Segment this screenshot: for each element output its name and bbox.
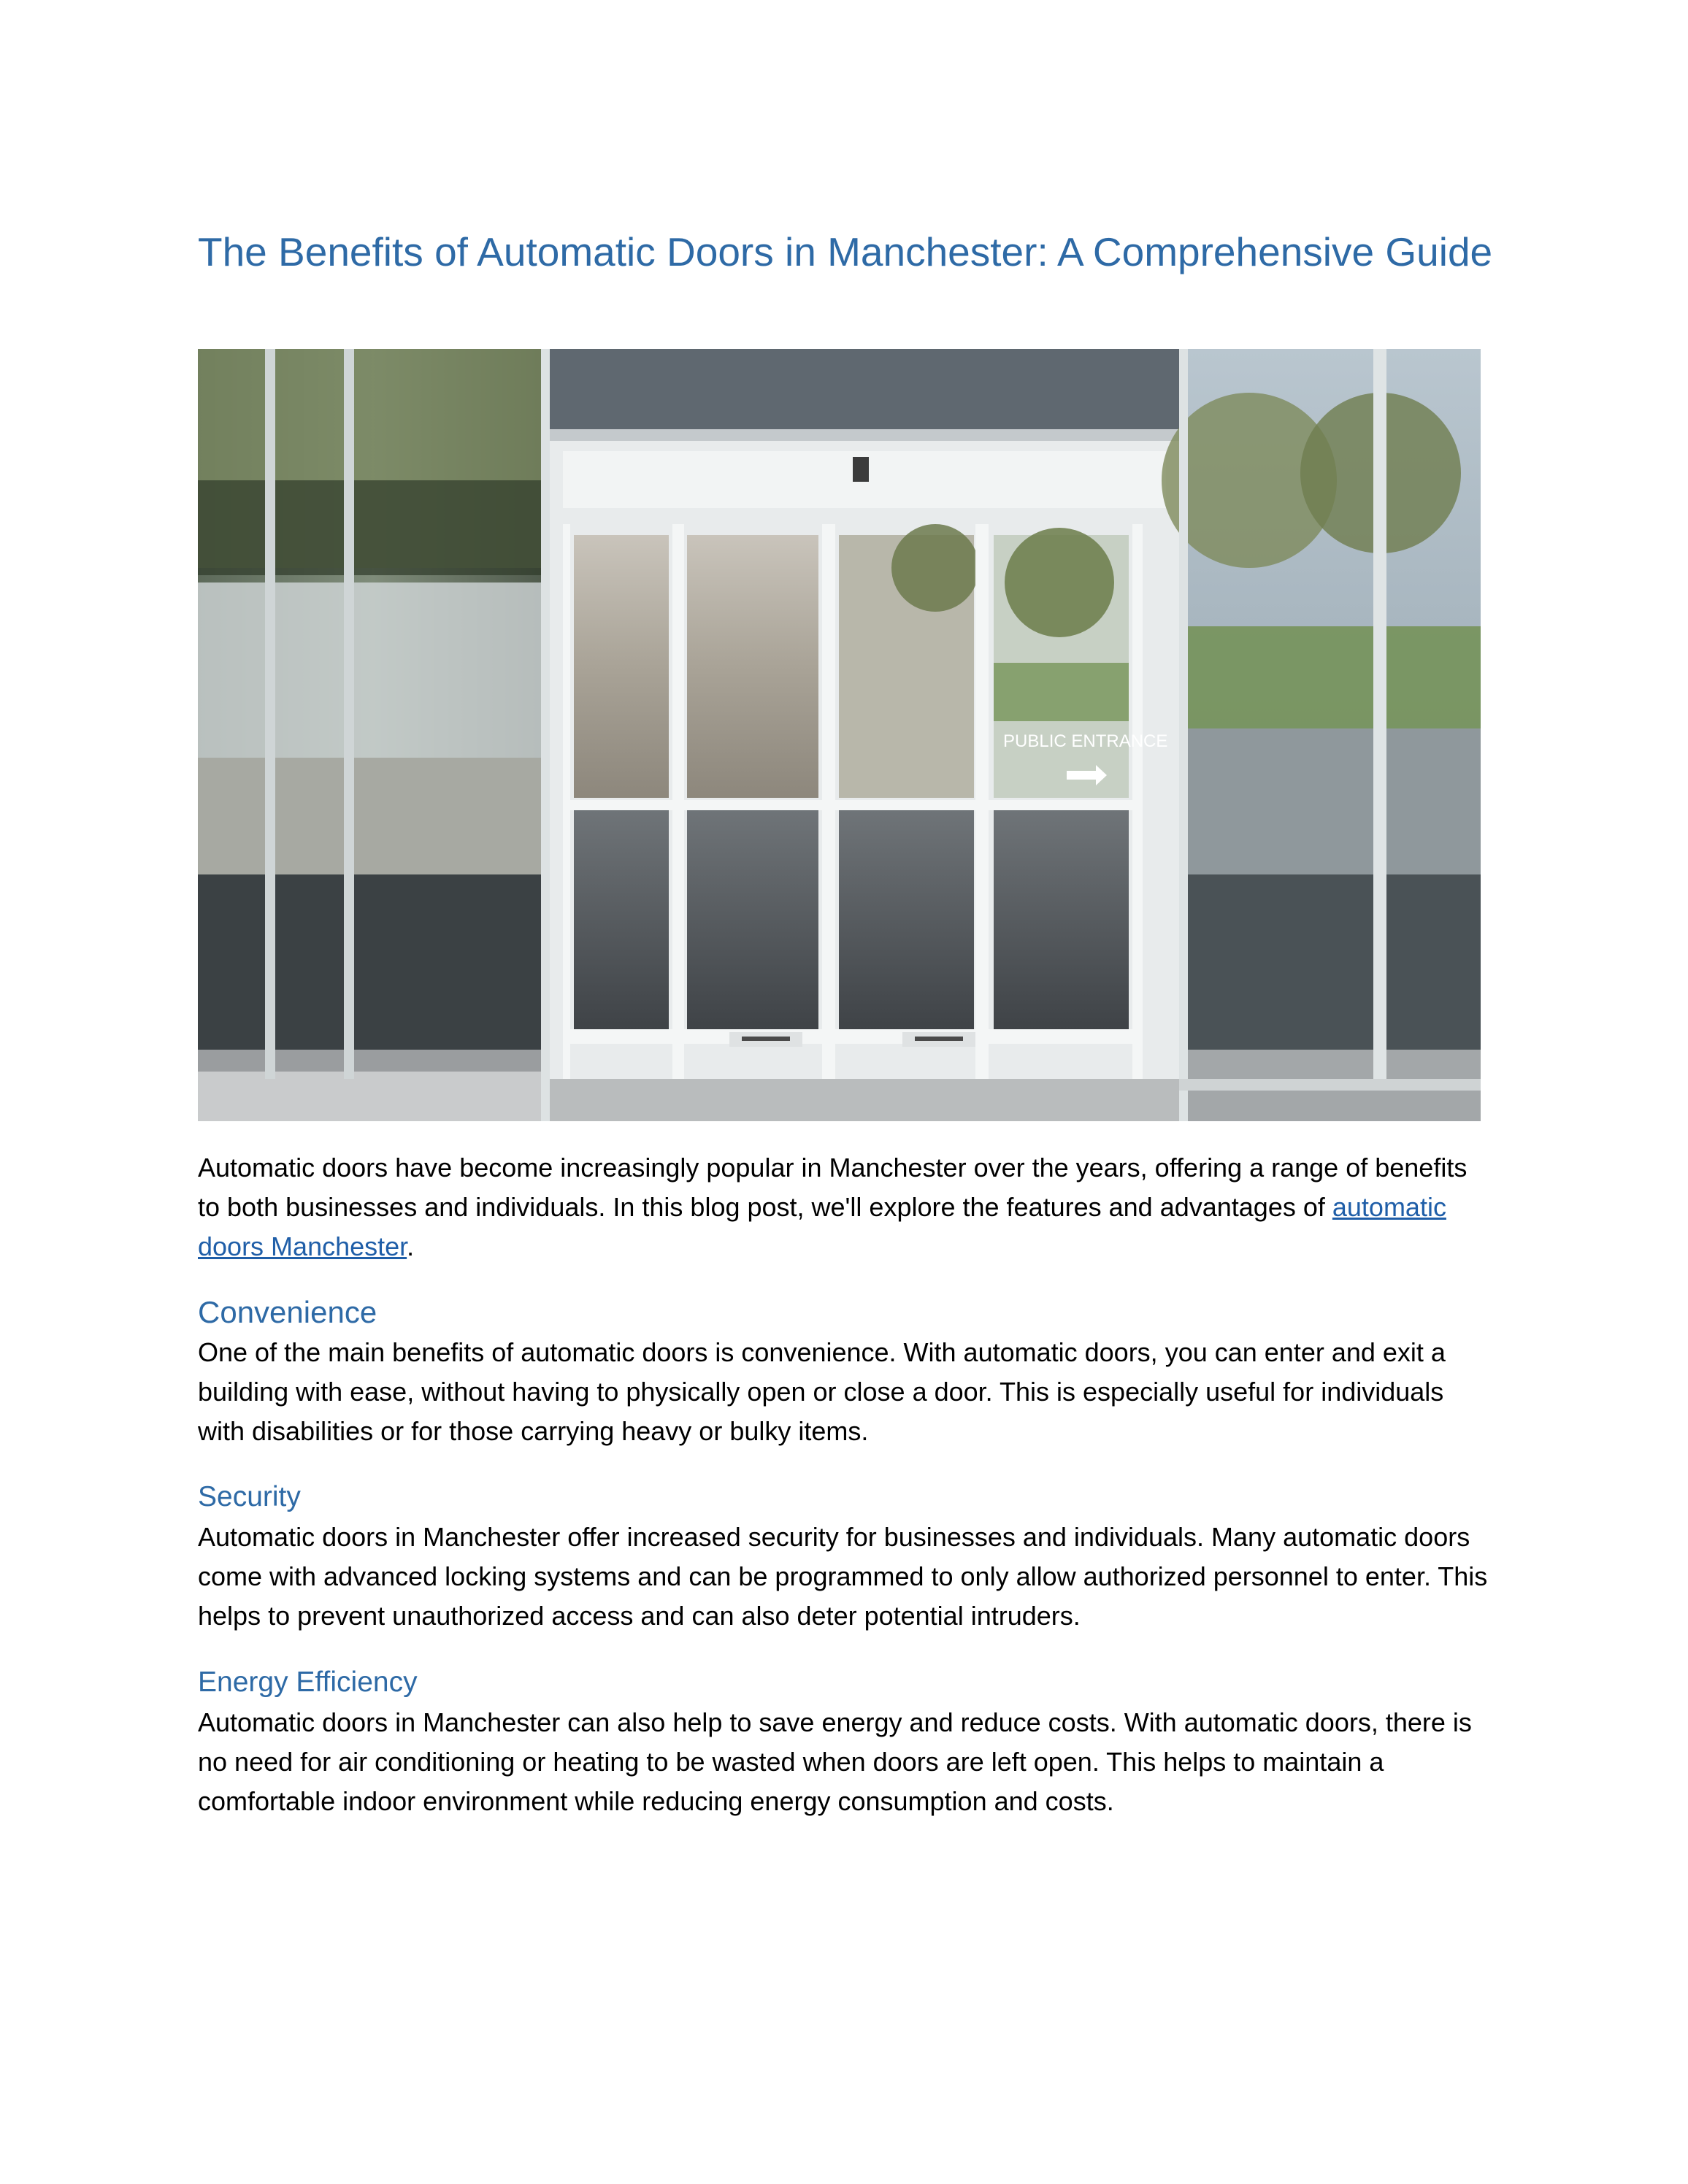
automatic-doors-manchester-link[interactable]: automatic doors Manchester [198,1192,1446,1261]
hero-image [198,349,1481,1121]
heading-energy-efficiency: Energy Efficiency [198,1666,418,1698]
paragraph-energy-efficiency: Automatic doors in Manchester can also help to save energy and reduce costs. With automatic doors, there is no need for air conditioning or heating to be wasted when doors are left open. This helps to maintain a comfortable indoor environment while reducing energy consumption and costs. [198,1707,1472,1816]
intro-paragraph [198,1148,1490,1266]
intro-text: Automatic doors have become increasingly popular in Manchester over the years, offering a range of benefits to both businesses and individuals. In this blog post, we'll explore the features and advantages of [198,1153,1468,1222]
public-entrance-sign: PUBLIC ENTRANCE [1003,731,1168,751]
intro-text-end: . [407,1231,415,1261]
heading-convenience: Convenience [198,1295,377,1329]
paragraph-security: Automatic doors in Manchester offer increased security for businesses and individuals. Many automatic doors come with advanced locking systems and can be programmed to only allow authorized personnel to enter. This helps to prevent unauthorized access and can also deter potential intruders. [198,1522,1488,1631]
paragraph-convenience: One of the main benefits of automatic doors is convenience. With automatic doors, you can enter and exit a building with ease, without having to physically open or close a door. This is especially useful for individuals with disabilities or for those carrying heavy or bulky items. [198,1337,1446,1446]
heading-security: Security [198,1481,301,1512]
page-title: The Benefits of Automatic Doors in Manchester: A Comprehensive Guide [198,229,1493,274]
